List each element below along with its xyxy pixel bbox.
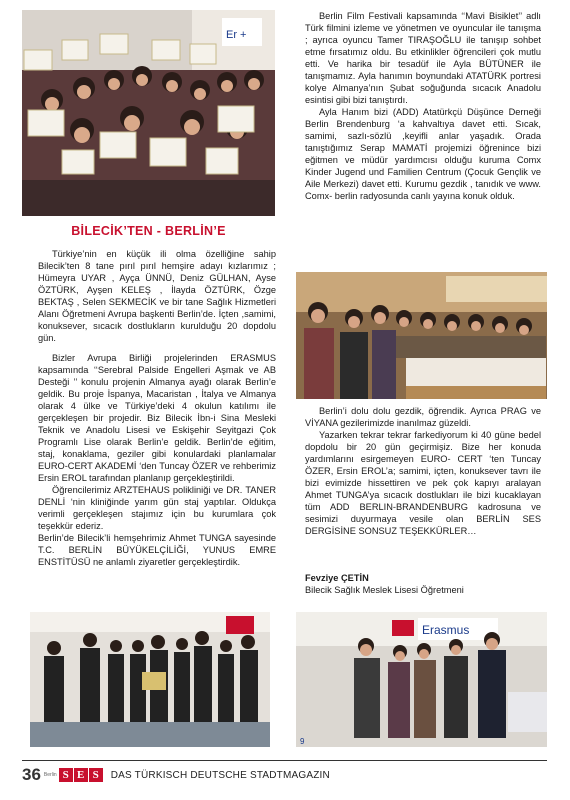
photo-erasmus-group [296, 612, 547, 747]
photo-breakfast-group [296, 272, 547, 399]
article-right-column-top [305, 10, 541, 202]
svg-text:9: 9 [300, 737, 305, 746]
ses-small-label: Berlin [43, 771, 57, 778]
article-heading: BİLECİK’TEN - BERLİN’E [71, 224, 226, 238]
svg-text:Erasmus: Erasmus [422, 623, 470, 637]
paragraph: Berlin’de Bilecik’li hemşehrimiz Ahmet TUNGA sayesinde T.C. BERLİN BÜYÜKELÇİLİĞİ, YUNUS EMRE ENSTİTÜSÜ ne anlamlı ziyaretler gerçekleştirdik. [38, 533, 276, 567]
article-left-column [38, 236, 276, 568]
paragraph: Bizler Avrupa Birliği projelerinden ERASMUS kapsamında ‘‘Serebral Palside Engelleri Aşmak ve AB Desteği ’’ konulu projenin Almanya ayağı olarak Berlin’e geldik. Bu proje İspanya, Macaristan , İtalya ve Almanya olarak 4 ülke ve Türkiye’deki 4 okulun katılımı ile gerçekleşen bir projedir. Biz Bilecik İbn-i Sina Mesleki Teknik ve Anadolu Lisesi ve Eskişehir Seyitgazi Çok Programlı Lise olarak Berlin’e geldik. Berlin’de eğitim, staj, konaklama, geziler gibi konulardaki planlamalar EURO-CERT AKADEMİ ‘den Tuncay ÖZER ve rehberimiz Ersin EROL tarafından planlanıp gerçekleştirildi. [38, 353, 276, 483]
ses-logo [59, 768, 103, 782]
paragraph: Berlin Film Festivali kapsamında ‘‘Mavi Bisiklet’’ adlı Türk filmini izleme ve yönetmen ve oyuncular ile tanışma ; ayrıca oyuncu Tamer TIRAŞOĞLU ile tanışıp sohbet etme fırsatımız oldu. Bu etkinlikler öğrencileri çok mutlu etti. Ve harika bir tesadüf ile Ayla BÜTÜNER ile tanışmamız. Ayla hanımın boynundaki ATATÜRK portresi kolye Almanya’nın Şubat soğuğunda sıcacık Anadolu esintisi gibi bizi tanıştırdı. [305, 11, 541, 105]
ses-logo-letter: S [89, 768, 103, 782]
page-number: 36 [22, 765, 41, 784]
author-title: Bilecik Sağlık Meslek Lisesi Öğretmeni [305, 585, 464, 595]
paragraph: Yazarken tekrar tekrar farkediyorum ki 40 güne bedel dopdolu bir 20 gün geçirmişiz. Bize her konuda yardımlarını esirgemeyen EURO- CERT ‘ten Tuncay ÖZER, Ersin EROL’a; samimi, içten, konuksever tavrı ile bizi evimizde hissettiren ve pek çok kapıyı aralayan Ahmet TUNGA’ya sıcacık dostlukları ile bizi kucaklayan tüm ADD BERLIN-BRANDENBURG kadrosuna ve sesimizi duyurmaya vesile olan BERLİN SES DERGİSİNE SONSUZ TEŞEKKÜRLER… [305, 430, 541, 536]
svg-text:Er +: Er + [226, 29, 247, 41]
ses-logo-letter: S [59, 768, 73, 782]
footer-divider [22, 760, 547, 761]
paragraph: Türkiye’nin en küçük ili olma özelliğine sahip Bilecik’ten 8 tane pırıl pırıl hemşire adayı kızlarımız ; Hümeyra UYAR , Ayça ÜNNÜ, Deniz GÜLHAN, Ayse ÖZTÜRK, Ayşen KELEŞ , İlayda ÖZTÜRK, Özge BEKTAŞ , Selen SEKMECİK ve bir tane Sağlık Hizmetleri Alanı Öğretmeni Avrupa başkenti Berlin’de. İçten ,samimi, konuksever, sıcacık dostlukların kurulduğu 20 dopdolu gün. [38, 249, 276, 343]
page-footer [22, 764, 330, 786]
paragraph: Ayla Hanım bizi (ADD) Atatürkçü Düşünce Derneği Berlin Brendenburg ‘a kahvaltıya davet etti. Sıcak, samimi, sazlı-sözlü ,keyifli anlar yaşadık. Orada tanıştığımız Serap MAMATİ projemizi öğrenince bizi eğitmen ve müdür yardımcısı olduğu kuruma Comx Kinder Jugend und Familien Centrum (Çocuk Gençlik ve Aile Merkezi) davet etti. Kurumu gezdik , tanıdık ve www. Comx- berlin radyosunda canlı yayına konuk olduk. [305, 107, 541, 201]
ses-logo-letter: E [74, 768, 88, 782]
photo-embassy-visit [30, 612, 270, 747]
author-signature [305, 572, 541, 596]
paragraph: Berlin’i dolu dolu gezdik, öğrendik. Ayrıca PRAG ve VİYANA gezilerimizde inanılmaz güzeldi. [305, 406, 541, 428]
paragraph: Öğrencilerimiz ARZTEHAUS polikliniği ve DR. TANER DENLİ ‘nin kliniğinde yarım gün staj yaptılar. Oldukça verimli gerçekleşen stajımız için bu kurumlara çok teşekkür ederiz. [38, 485, 276, 531]
article-right-column-mid [305, 405, 541, 537]
photo-group-certificates [22, 10, 275, 216]
author-name: Fevziye ÇETİN [305, 573, 369, 583]
magazine-name: DAS TÜRKISCH DEUTSCHE STADTMAGAZIN [110, 769, 330, 781]
